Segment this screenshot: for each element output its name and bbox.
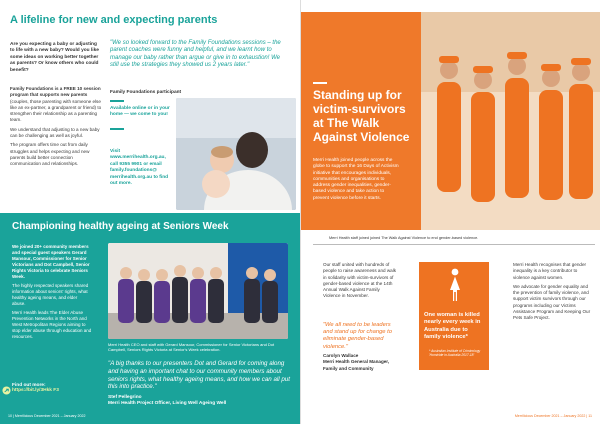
group-photo-illustration	[108, 243, 288, 339]
leader-quote: "We all need to be leaders and stand up for change to eliminate gender-based violence."	[323, 322, 392, 350]
divider	[110, 128, 124, 130]
find-out-link[interactable]: https://bit.ly/3Hkk F3	[12, 388, 59, 393]
contact-info: Visit www.merrihealth.org.au, call 9355 9901 or email family.foundations@ merrihealth.org.au to find out more.	[110, 149, 169, 187]
attribution-role: Merri Health Project Officer, Living Well Ageing Well	[108, 401, 227, 407]
attribution-name: Carolyn Wallace	[323, 353, 359, 358]
quote-attribution	[108, 395, 226, 407]
find-out-more	[12, 383, 59, 393]
statistic-source: * Australian Institute of Criminology 'Homicide in Australia 2017-18'	[429, 349, 481, 358]
divider	[110, 100, 124, 102]
statistic-text: One woman is killed nearly every week in Australia due to family violence*	[424, 312, 481, 340]
body-paragraph: The highly respected speakers shared information about seniors' rights, what healthy ageing means, and elder abuse.	[12, 283, 89, 306]
body-paragraph: The program offers time out from daily struggles and helps expecting and new parents build better connection communication and relationships.	[10, 142, 90, 167]
advocacy-body	[513, 262, 593, 325]
parent-baby-illustration	[176, 98, 296, 210]
photo-caption: Merri Health CEO and staff with Gerard Mansour, Commissioner for Senior Victorians and Dot Campbell, Seniors Rights Victoria at Senior's Week celebration.	[108, 342, 275, 353]
body-paragraph: Our staff united with hundreds of people to raise awareness and walk in solidarity with victim-survivors of gender-based violence at the 14th Annual Walk Against Family Violence in November.	[323, 262, 397, 299]
body-paragraph: We joined 20+ community members and special guest speakers Gerard Mansour, Commissioner for Senior Victorians and Dot Campbell, Senior Rights Victoria to celebrate Seniors Week.	[12, 244, 90, 279]
photo-caption: Merri Health staff joined joined The Walk Against Violence to end gender-based violence.	[329, 236, 479, 240]
attribution-role: Merri Health General Manager, Family and Community	[323, 359, 390, 371]
attribution-name: Stef Pellegrino	[108, 395, 142, 400]
seniors-week-body	[12, 244, 92, 343]
intro-text: Merri Health joined people across the globe to support the 16 Days of Activism initiative that encourages individuals, communities and organisations to address gender inequalities, gender-based violence and take action to prevent violence before it starts.	[313, 158, 399, 201]
body-paragraph: Merri Health leads The Elder Abuse Prevention Networks in the North and West Metropolitan Regions aiming to stop elder abuse through education and resources.	[12, 310, 92, 339]
body-rest: (couples, those parenting with someone else like an ex-partner, a grandparent or friend) to strengthen their relationship as a parenting team.	[10, 98, 102, 123]
section-title: Championing healthy ageing at Seniors Week	[12, 221, 229, 232]
quote-attribution: Family Foundations participant	[110, 90, 182, 95]
body-paragraph: We understand that adjusting to a new baby can be challenging as well as joyful.	[10, 126, 100, 139]
seniors-week-photo	[108, 243, 288, 339]
body-paragraph: Merri Health recognises that gender inequality is a key contributor to violence against women.	[513, 262, 587, 280]
woman-figure-icon	[449, 268, 461, 307]
link-icon	[2, 382, 11, 400]
statistic-box	[419, 262, 489, 370]
body-paragraph	[10, 86, 102, 124]
page-title: Standing up for victim-survivors at The Walk Against Violence	[313, 88, 410, 144]
family-foundations-body	[10, 86, 102, 171]
availability-note: Available online or in your home — we come to you!	[110, 106, 170, 118]
right-page	[300, 0, 600, 424]
quote-attribution	[323, 353, 399, 372]
divider	[313, 244, 595, 245]
body-paragraph: We advocate for gender equality and the prevention of family violence, and support victim survivors through our programs including our Victims Assistance Program and Keeping Our Pets Safe Project.	[513, 283, 591, 321]
presenter-quote: "A big thanks to our presenters Dot and Gerard for coming along and having an important chat to our community members about seniors rights, what healthy ageing means, and how we can all put this into practice."	[108, 360, 290, 391]
body-lead: Family Foundations is a FREE 10 session program that supports new parents	[10, 86, 101, 98]
page-footer: Merrilicious December 2021 – January 2022 | 11	[514, 414, 592, 418]
participant-quote: "We so looked forward to the Family Foundations sessions – the parent coaches were funny and helpful, and we learnt how to manage our baby rather than argue or give in to exhaustion! We still use the strategies they showed us 2 years later."	[110, 40, 281, 69]
divider	[313, 82, 327, 84]
parent-baby-photo	[176, 98, 296, 210]
find-out-label: Find out more:	[12, 383, 46, 388]
page-footer: 10 | Merrilicious December 2021 – January 2022	[8, 414, 86, 418]
intro-text: Are you expecting a baby or adjusting to life with a new baby? Would you like some ideas on working better together as parents? Or know others who could benefit?	[10, 42, 99, 73]
page-title: A lifeline for new and expecting parents	[10, 14, 218, 26]
